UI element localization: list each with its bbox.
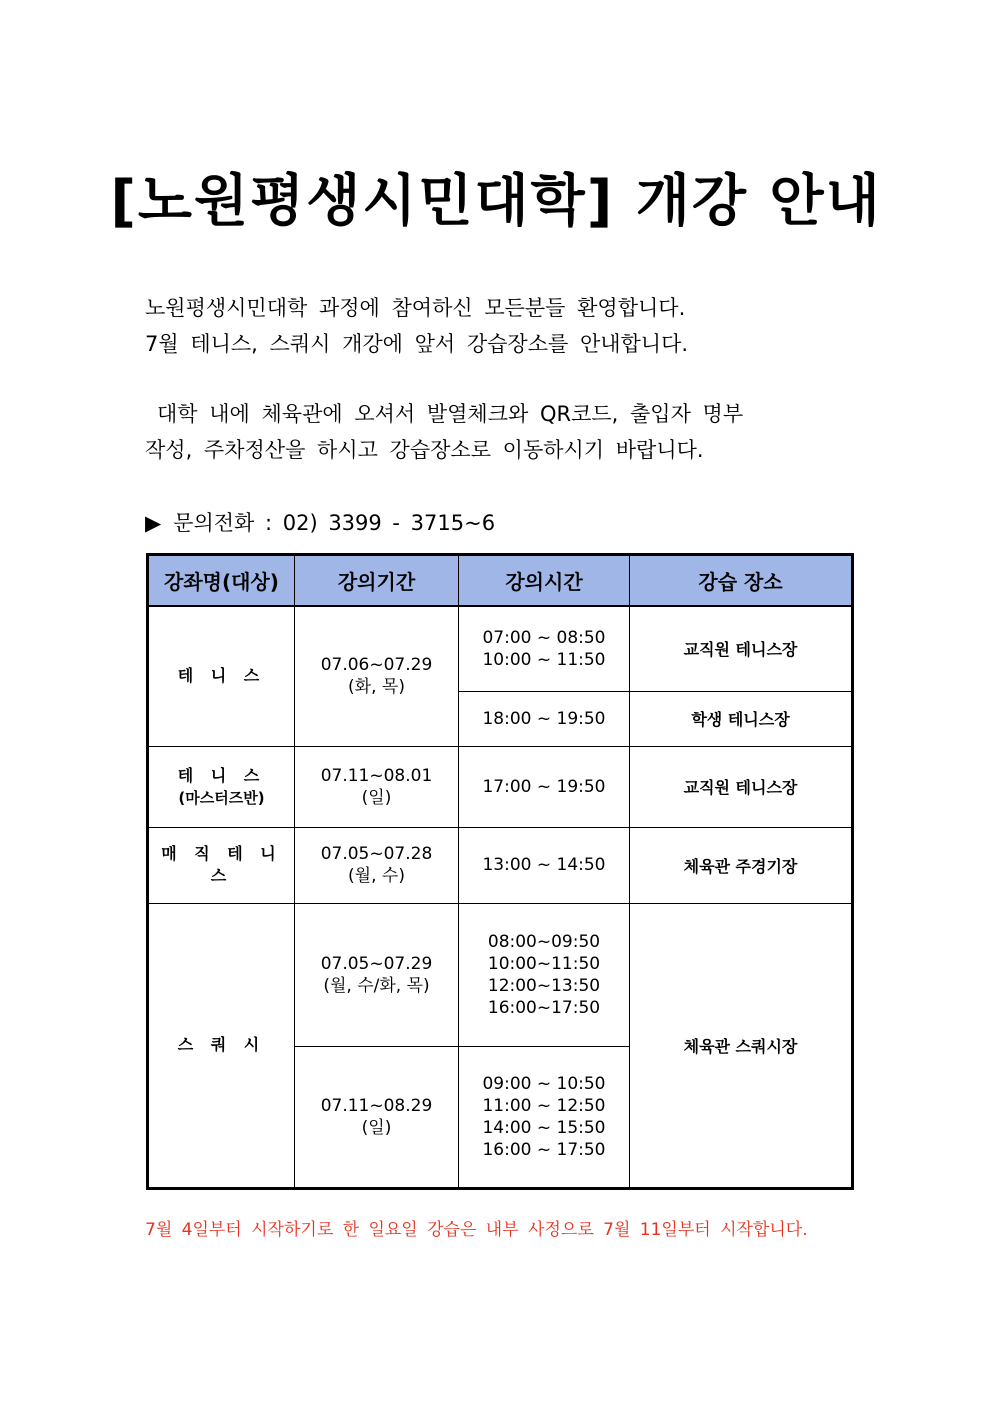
course-subtitle: (마스터즈반)	[178, 788, 265, 807]
course-name-tennis-master	[148, 746, 295, 827]
period-dates: 07.11~08.01	[320, 765, 433, 786]
times-squash-2	[459, 1046, 630, 1188]
time-slot: 12:00~13:50	[487, 975, 601, 996]
times-tennis-master: 17:00 ~ 19:50	[459, 746, 630, 827]
intro-paragraph	[145, 290, 855, 362]
time-slot: 09:00 ~ 10:50	[482, 1073, 606, 1094]
time-slot: 10:00 ~ 11:50	[482, 649, 606, 670]
place-tennis-2: 학생 테니스장	[630, 691, 853, 746]
period-squash-2	[295, 1046, 459, 1188]
period-magic-tennis	[295, 827, 459, 903]
time-slot: 16:00~17:50	[487, 997, 601, 1018]
period-dates: 07.05~07.28	[320, 844, 433, 864]
schedule-table	[146, 553, 854, 1190]
period-dates: 07.05~07.29	[320, 953, 433, 974]
times-magic-tennis: 13:00 ~ 14:50	[459, 827, 630, 903]
period-days: (월, 수)	[348, 866, 405, 886]
period-squash-1	[295, 903, 459, 1046]
contact-info	[145, 507, 495, 539]
period-tennis-master	[295, 746, 459, 827]
intro-line-1: 노원평생시민대학 과정에 참여하신 모든분들 환영합니다.	[145, 296, 686, 320]
header-time: 강의시간	[459, 555, 630, 607]
guide-paragraph	[145, 396, 855, 468]
time-slot: 10:00~11:50	[487, 953, 601, 974]
course-name: 테 니 스	[177, 765, 266, 785]
period-dates: 07.11~08.29	[320, 1095, 433, 1116]
header-place: 강습 장소	[630, 555, 853, 607]
time-slot: 11:00 ~ 12:50	[482, 1095, 606, 1116]
table-row	[148, 746, 853, 827]
table-row	[148, 827, 853, 903]
intro-line-2: 7월 테니스, 스쿼시 개강에 앞서 강습장소를 안내합니다.	[145, 332, 689, 356]
header-course: 강좌명(대상)	[148, 555, 295, 607]
times-squash-1	[459, 903, 630, 1046]
times-tennis-2: 18:00 ~ 19:50	[459, 691, 630, 746]
course-name-squash: 스 쿼 시	[148, 903, 295, 1188]
table-row	[148, 903, 853, 1046]
period-days: (월, 수/화, 목)	[323, 975, 430, 996]
time-slot: 14:00 ~ 15:50	[482, 1117, 606, 1138]
place-squash: 체육관 스쿼시장	[630, 903, 853, 1188]
course-name-magic-tennis: 매 직 테 니 스	[148, 827, 295, 903]
time-slot: 16:00 ~ 17:50	[482, 1139, 606, 1160]
page-title: [노원평생시민대학] 개강 안내	[110, 169, 882, 234]
course-name-tennis: 테 니 스	[148, 606, 295, 746]
period-days: (화, 목)	[348, 677, 405, 698]
period-days: (일)	[361, 1117, 392, 1138]
guide-line-1: 대학 내에 체육관에 오셔서 발열체크와 QR코드, 출입자 명부	[157, 402, 744, 426]
place-tennis-1: 교직원 테니스장	[630, 606, 853, 691]
triangle-right-icon: ▶	[145, 511, 162, 535]
times-tennis-1	[459, 606, 630, 691]
contact-phone: 문의전화 : 02) 3399 - 3715~6	[173, 511, 496, 535]
period-dates: 07.06~07.29	[320, 655, 433, 676]
place-magic-tennis: 체육관 주경기장	[630, 827, 853, 903]
table-header-row	[148, 555, 853, 607]
period-tennis	[295, 606, 459, 746]
guide-line-2: 작성, 주차정산을 하시고 강습장소로 이동하시기 바랍니다.	[145, 438, 704, 462]
period-days: (일)	[361, 787, 392, 808]
notice-text: 7월 4일부터 시작하기로 한 일요일 강습은 내부 사정으로 7월 11일부터 시작합니다.	[145, 1220, 808, 1240]
time-slot: 08:00~09:50	[487, 931, 601, 952]
time-slot: 07:00 ~ 08:50	[482, 627, 606, 648]
table-row	[148, 606, 853, 691]
place-tennis-master: 교직원 테니스장	[630, 746, 853, 827]
header-period: 강의기간	[295, 555, 459, 607]
